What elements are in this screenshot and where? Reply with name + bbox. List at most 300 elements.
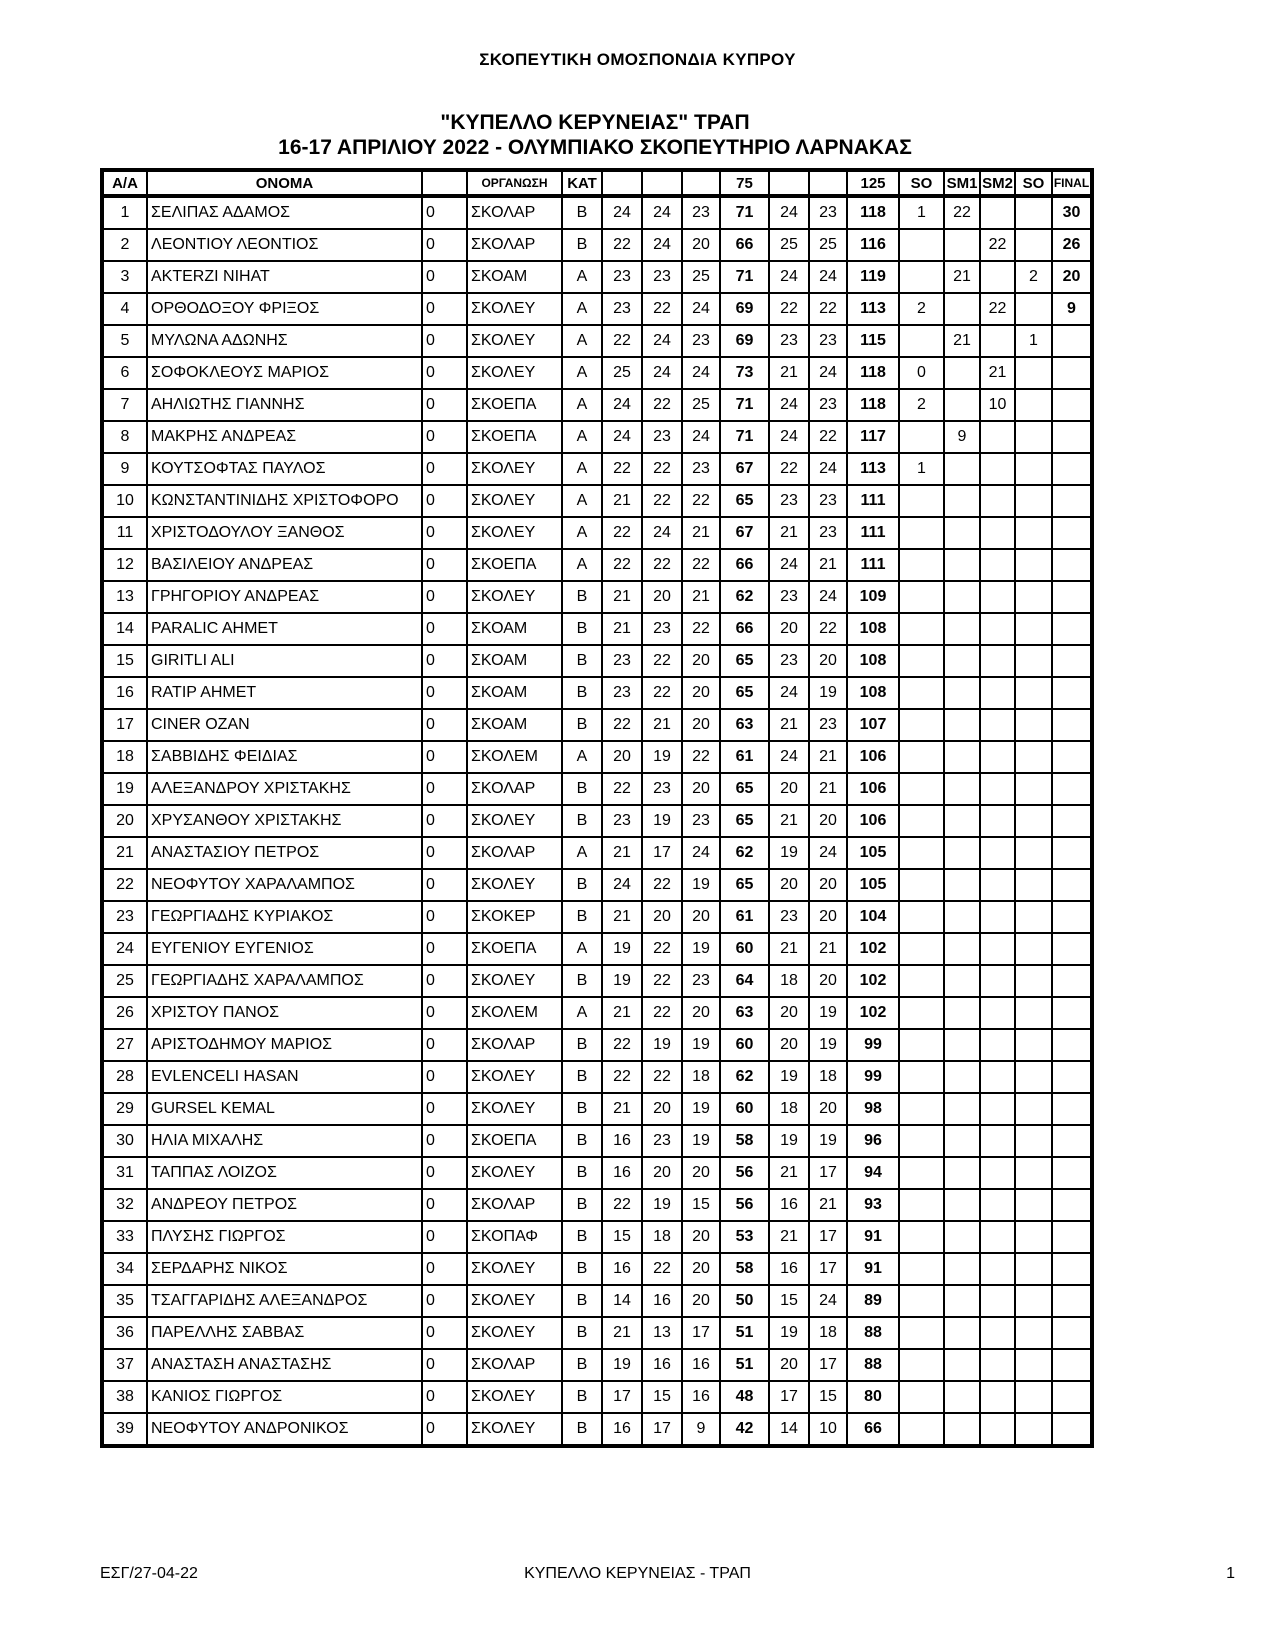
cell-shootoff2 <box>1015 1317 1052 1349</box>
cell-semifinal1 <box>944 997 980 1029</box>
cell-final <box>1052 901 1092 933</box>
cell-subtotal-75: 65 <box>720 805 769 837</box>
cell-club: ΣΚΟΛΕΥ <box>467 1413 562 1446</box>
header-col-final: FINAL <box>1052 170 1092 196</box>
cell-series5: 25 <box>809 229 847 261</box>
cell-aa: 18 <box>102 741 147 773</box>
cell-subtotal-75: 50 <box>720 1285 769 1317</box>
cell-subtotal-75: 63 <box>720 997 769 1029</box>
cell-aa: 12 <box>102 549 147 581</box>
cell-semifinal1 <box>944 1349 980 1381</box>
cell-semifinal2 <box>980 997 1015 1029</box>
cell-series2: 17 <box>642 1413 682 1446</box>
cell-total-125: 105 <box>847 869 899 901</box>
cell-name: ΟΡΘΟΔΟΞΟΥ ΦΡΙΞΟΣ <box>147 293 422 325</box>
table-row <box>102 773 1092 805</box>
cell-total-125: 109 <box>847 581 899 613</box>
cell-shootoff2 <box>1015 965 1052 997</box>
cell-series1: 23 <box>602 805 642 837</box>
cell-name: ΑΛΕΞΑΝΔΡΟΥ ΧΡΙΣΤΑΚΗΣ <box>147 773 422 805</box>
cell-name: ΑΝΑΣΤΑΣΙΟΥ ΠΕΤΡΟΣ <box>147 837 422 869</box>
cell-semifinal1 <box>944 677 980 709</box>
cell-total-125: 108 <box>847 645 899 677</box>
cell-final <box>1052 1253 1092 1285</box>
cell-category: Β <box>562 645 602 677</box>
cell-series4: 22 <box>769 293 809 325</box>
cell-semifinal2 <box>980 421 1015 453</box>
cell-shootoff2 <box>1015 1093 1052 1125</box>
cell-series1: 22 <box>602 1029 642 1061</box>
cell-shootoff2 <box>1015 293 1052 325</box>
cell-blank: 0 <box>422 261 467 293</box>
table-row <box>102 357 1092 389</box>
cell-category: Β <box>562 1349 602 1381</box>
cell-series1: 25 <box>602 357 642 389</box>
cell-category: Β <box>562 1381 602 1413</box>
cell-blank: 0 <box>422 805 467 837</box>
table-row <box>102 901 1092 933</box>
cell-semifinal1: 21 <box>944 325 980 357</box>
cell-shootoff: 1 <box>899 196 944 229</box>
table-row <box>102 1061 1092 1093</box>
cell-name: ΚΩΝΣΤΑΝΤΙΝΙΔΗΣ ΧΡΙΣΤΟΦΟΡΟ <box>147 485 422 517</box>
cell-shootoff2 <box>1015 1349 1052 1381</box>
cell-blank: 0 <box>422 645 467 677</box>
cell-semifinal2 <box>980 709 1015 741</box>
cell-series2: 22 <box>642 549 682 581</box>
cell-aa: 6 <box>102 357 147 389</box>
cell-semifinal1 <box>944 933 980 965</box>
cell-shootoff: 1 <box>899 453 944 485</box>
cell-subtotal-75: 62 <box>720 837 769 869</box>
cell-club: ΣΚΟΛΕΥ <box>467 1381 562 1413</box>
cell-series2: 23 <box>642 421 682 453</box>
cell-total-125: 80 <box>847 1381 899 1413</box>
table-row <box>102 933 1092 965</box>
cell-shootoff <box>899 613 944 645</box>
table-row <box>102 997 1092 1029</box>
table-row <box>102 1189 1092 1221</box>
cell-shootoff2 <box>1015 1189 1052 1221</box>
cell-series4: 17 <box>769 1381 809 1413</box>
cell-series1: 23 <box>602 261 642 293</box>
cell-total-125: 111 <box>847 517 899 549</box>
cell-semifinal2 <box>980 901 1015 933</box>
cell-series2: 17 <box>642 837 682 869</box>
cell-subtotal-75: 73 <box>720 357 769 389</box>
cell-series1: 24 <box>602 196 642 229</box>
cell-semifinal1 <box>944 645 980 677</box>
table-row <box>102 453 1092 485</box>
cell-blank: 0 <box>422 1061 467 1093</box>
cell-shootoff2 <box>1015 1061 1052 1093</box>
table-row <box>102 581 1092 613</box>
cell-name: ΣΟΦΟΚΛΕΟΥΣ ΜΑΡΙΟΣ <box>147 357 422 389</box>
cell-semifinal1 <box>944 581 980 613</box>
cell-semifinal2 <box>980 645 1015 677</box>
cell-series2: 18 <box>642 1221 682 1253</box>
cell-category: Β <box>562 1285 602 1317</box>
cell-semifinal2 <box>980 741 1015 773</box>
cell-shootoff2 <box>1015 1381 1052 1413</box>
cell-series2: 24 <box>642 229 682 261</box>
cell-subtotal-75: 58 <box>720 1253 769 1285</box>
cell-series2: 22 <box>642 485 682 517</box>
cell-series3: 18 <box>682 1061 720 1093</box>
cell-total-125: 91 <box>847 1253 899 1285</box>
cell-category: Β <box>562 1221 602 1253</box>
cell-semifinal1: 21 <box>944 261 980 293</box>
cell-category: Β <box>562 1413 602 1446</box>
cell-club: ΣΚΟΛΑΡ <box>467 1349 562 1381</box>
cell-series5: 18 <box>809 1317 847 1349</box>
cell-name: ΓΕΩΡΓΙΑΔΗΣ ΧΑΡΑΛΑΜΠΟΣ <box>147 965 422 997</box>
cell-series2: 24 <box>642 517 682 549</box>
cell-series3: 21 <box>682 581 720 613</box>
cell-name: ΠΑΡΕΛΛΗΣ ΣΑΒΒΑΣ <box>147 1317 422 1349</box>
cell-final <box>1052 453 1092 485</box>
cell-semifinal2 <box>980 805 1015 837</box>
cell-series3: 9 <box>682 1413 720 1446</box>
cell-total-125: 104 <box>847 901 899 933</box>
cell-series2: 20 <box>642 1157 682 1189</box>
cell-final <box>1052 1413 1092 1446</box>
cell-series2: 22 <box>642 645 682 677</box>
cell-shootoff2 <box>1015 837 1052 869</box>
cell-blank: 0 <box>422 677 467 709</box>
cell-series4: 20 <box>769 613 809 645</box>
cell-series2: 22 <box>642 389 682 421</box>
table-row <box>102 1381 1092 1413</box>
cell-category: Β <box>562 613 602 645</box>
cell-series2: 24 <box>642 196 682 229</box>
table-row <box>102 741 1092 773</box>
cell-final: 26 <box>1052 229 1092 261</box>
cell-semifinal2 <box>980 196 1015 229</box>
cell-club: ΣΚΟΛΑΡ <box>467 196 562 229</box>
cell-aa: 24 <box>102 933 147 965</box>
cell-name: GIRITLI ALI <box>147 645 422 677</box>
cell-blank: 0 <box>422 1221 467 1253</box>
cell-name: ΝΕΟΦΥΤΟΥ ΑΝΔΡΟΝΙΚΟΣ <box>147 1413 422 1446</box>
table-row <box>102 965 1092 997</box>
cell-blank: 0 <box>422 293 467 325</box>
cell-blank: 0 <box>422 196 467 229</box>
header-row <box>102 170 1092 196</box>
table-row <box>102 293 1092 325</box>
cell-series1: 19 <box>602 1349 642 1381</box>
cell-series5: 24 <box>809 261 847 293</box>
cell-series3: 23 <box>682 965 720 997</box>
cell-series1: 23 <box>602 293 642 325</box>
cell-total-125: 106 <box>847 805 899 837</box>
cell-shootoff <box>899 837 944 869</box>
cell-total-125: 102 <box>847 997 899 1029</box>
cell-final <box>1052 549 1092 581</box>
header-col-series2 <box>642 170 682 196</box>
cell-semifinal1 <box>944 229 980 261</box>
cell-series4: 20 <box>769 997 809 1029</box>
cell-series4: 24 <box>769 421 809 453</box>
cell-club: ΣΚΟΛΕΜ <box>467 997 562 1029</box>
cell-series2: 16 <box>642 1349 682 1381</box>
cell-series3: 20 <box>682 229 720 261</box>
cell-final: 20 <box>1052 261 1092 293</box>
cell-subtotal-75: 65 <box>720 869 769 901</box>
cell-total-125: 111 <box>847 485 899 517</box>
cell-name: EVLENCELI HASAN <box>147 1061 422 1093</box>
cell-name: ΤΑΠΠΑΣ ΛΟΙΖΟΣ <box>147 1157 422 1189</box>
cell-shootoff <box>899 933 944 965</box>
cell-shootoff <box>899 677 944 709</box>
cell-total-125: 94 <box>847 1157 899 1189</box>
cell-subtotal-75: 53 <box>720 1221 769 1253</box>
cell-final <box>1052 421 1092 453</box>
cell-category: Β <box>562 1061 602 1093</box>
table-row <box>102 389 1092 421</box>
cell-series1: 19 <box>602 933 642 965</box>
cell-aa: 16 <box>102 677 147 709</box>
cell-blank: 0 <box>422 741 467 773</box>
cell-category: Β <box>562 1093 602 1125</box>
cell-semifinal1 <box>944 613 980 645</box>
cell-series5: 22 <box>809 421 847 453</box>
cell-series2: 13 <box>642 1317 682 1349</box>
cell-series5: 24 <box>809 453 847 485</box>
cell-series1: 21 <box>602 1093 642 1125</box>
cell-series5: 24 <box>809 1285 847 1317</box>
cell-semifinal1 <box>944 741 980 773</box>
cell-name: ΑΡΙΣΤΟΔΗΜΟΥ ΜΑΡΙΟΣ <box>147 1029 422 1061</box>
cell-blank: 0 <box>422 1413 467 1446</box>
cell-subtotal-75: 71 <box>720 261 769 293</box>
table-row <box>102 1413 1092 1446</box>
cell-total-125: 115 <box>847 325 899 357</box>
cell-series4: 16 <box>769 1189 809 1221</box>
cell-name: ΧΡΙΣΤΟΔΟΥΛΟΥ ΞΑΝΘΟΣ <box>147 517 422 549</box>
cell-series1: 22 <box>602 453 642 485</box>
cell-semifinal1 <box>944 1285 980 1317</box>
cell-final <box>1052 1317 1092 1349</box>
organization-name: ΣΚΟΠΕΥΤΙΚΗ ΟΜΟΣΠΟΝΔΙΑ ΚΥΠΡΟΥ <box>479 50 796 69</box>
cell-shootoff2 <box>1015 196 1052 229</box>
cell-blank: 0 <box>422 229 467 261</box>
cell-shootoff <box>899 1093 944 1125</box>
cell-subtotal-75: 48 <box>720 1381 769 1413</box>
cell-blank: 0 <box>422 1189 467 1221</box>
cell-aa: 13 <box>102 581 147 613</box>
table-row <box>102 1093 1092 1125</box>
cell-semifinal1 <box>944 1317 980 1349</box>
cell-semifinal2 <box>980 933 1015 965</box>
cell-semifinal1 <box>944 965 980 997</box>
cell-subtotal-75: 61 <box>720 901 769 933</box>
cell-series2: 24 <box>642 357 682 389</box>
table-row <box>102 1029 1092 1061</box>
cell-semifinal1: 9 <box>944 421 980 453</box>
cell-category: Β <box>562 677 602 709</box>
cell-semifinal2 <box>980 773 1015 805</box>
cell-series3: 22 <box>682 549 720 581</box>
cell-series5: 21 <box>809 773 847 805</box>
cell-semifinal2 <box>980 965 1015 997</box>
cell-category: Β <box>562 229 602 261</box>
cell-series5: 23 <box>809 389 847 421</box>
cell-shootoff: 0 <box>899 357 944 389</box>
cell-final <box>1052 677 1092 709</box>
cell-series3: 20 <box>682 1157 720 1189</box>
cell-final <box>1052 933 1092 965</box>
cell-shootoff <box>899 645 944 677</box>
cell-shootoff2 <box>1015 1221 1052 1253</box>
table-row <box>102 1349 1092 1381</box>
cell-series5: 19 <box>809 1029 847 1061</box>
cell-club: ΣΚΟΛΕΥ <box>467 1093 562 1125</box>
cell-blank: 0 <box>422 581 467 613</box>
cell-blank: 0 <box>422 901 467 933</box>
cell-series2: 22 <box>642 453 682 485</box>
table-row <box>102 1285 1092 1317</box>
cell-final <box>1052 773 1092 805</box>
cell-subtotal-75: 71 <box>720 196 769 229</box>
cell-series4: 21 <box>769 1157 809 1189</box>
cell-series4: 19 <box>769 1125 809 1157</box>
cell-semifinal1 <box>944 1125 980 1157</box>
cell-series5: 20 <box>809 965 847 997</box>
cell-aa: 17 <box>102 709 147 741</box>
cell-name: ΒΑΣΙΛΕΙΟΥ ΑΝΔΡΕΑΣ <box>147 549 422 581</box>
cell-shootoff <box>899 485 944 517</box>
cell-final <box>1052 325 1092 357</box>
table-row <box>102 1253 1092 1285</box>
cell-category: Β <box>562 1125 602 1157</box>
cell-series1: 22 <box>602 517 642 549</box>
cell-semifinal2 <box>980 1381 1015 1413</box>
cell-club: ΣΚΟΠΑΦ <box>467 1221 562 1253</box>
cell-shootoff2 <box>1015 453 1052 485</box>
header-col-series3 <box>682 170 720 196</box>
cell-category: Α <box>562 933 602 965</box>
header-col-blank <box>422 170 467 196</box>
cell-shootoff2 <box>1015 613 1052 645</box>
cell-final <box>1052 837 1092 869</box>
cell-shootoff <box>899 901 944 933</box>
cell-shootoff <box>899 1157 944 1189</box>
header-col-category: ΚΑΤ <box>562 170 602 196</box>
cell-category: Β <box>562 581 602 613</box>
cell-subtotal-75: 65 <box>720 485 769 517</box>
cell-series4: 18 <box>769 965 809 997</box>
cell-semifinal2 <box>980 1317 1015 1349</box>
cell-final <box>1052 869 1092 901</box>
cell-series2: 21 <box>642 709 682 741</box>
cell-category: Β <box>562 709 602 741</box>
cell-semifinal1 <box>944 1221 980 1253</box>
cell-final <box>1052 1285 1092 1317</box>
cell-aa: 27 <box>102 1029 147 1061</box>
cell-series5: 17 <box>809 1253 847 1285</box>
cell-semifinal1 <box>944 901 980 933</box>
cell-series3: 24 <box>682 293 720 325</box>
cell-blank: 0 <box>422 421 467 453</box>
cell-shootoff2 <box>1015 1253 1052 1285</box>
cell-series5: 20 <box>809 805 847 837</box>
cell-shootoff <box>899 581 944 613</box>
cell-shootoff2 <box>1015 773 1052 805</box>
cell-series5: 18 <box>809 1061 847 1093</box>
cell-semifinal2 <box>980 1157 1015 1189</box>
cell-shootoff2 <box>1015 933 1052 965</box>
cell-club: ΣΚΟΕΠΑ <box>467 1125 562 1157</box>
cell-club: ΣΚΟΛΕΥ <box>467 1253 562 1285</box>
cell-name: ΜΑΚΡΗΣ ΑΝΔΡΕΑΣ <box>147 421 422 453</box>
cell-series2: 20 <box>642 1093 682 1125</box>
cell-series5: 21 <box>809 741 847 773</box>
cell-series5: 19 <box>809 677 847 709</box>
cell-shootoff2 <box>1015 901 1052 933</box>
cell-semifinal2 <box>980 581 1015 613</box>
cell-semifinal2 <box>980 485 1015 517</box>
cell-name: AKTERZI NIHAT <box>147 261 422 293</box>
cell-aa: 11 <box>102 517 147 549</box>
cell-series2: 22 <box>642 1061 682 1093</box>
cell-blank: 0 <box>422 709 467 741</box>
cell-series4: 18 <box>769 1093 809 1125</box>
cell-club: ΣΚΟΛΕΜ <box>467 741 562 773</box>
cell-subtotal-75: 65 <box>720 677 769 709</box>
cell-club: ΣΚΟΛΑΡ <box>467 773 562 805</box>
cell-series3: 15 <box>682 1189 720 1221</box>
cell-series4: 19 <box>769 1061 809 1093</box>
results-body <box>102 196 1092 1446</box>
cell-series1: 16 <box>602 1413 642 1446</box>
cell-final <box>1052 645 1092 677</box>
cell-series4: 21 <box>769 933 809 965</box>
cell-final <box>1052 1349 1092 1381</box>
cell-aa: 32 <box>102 1189 147 1221</box>
cell-series5: 23 <box>809 325 847 357</box>
cell-club: ΣΚΟΛΑΡ <box>467 1189 562 1221</box>
cell-series1: 24 <box>602 421 642 453</box>
cell-series4: 21 <box>769 517 809 549</box>
cell-name: ΚΟΥΤΣΟΦΤΑΣ ΠΑΥΛΟΣ <box>147 453 422 485</box>
cell-category: Α <box>562 549 602 581</box>
cell-name: ΚΑΝΙΟΣ ΓΙΩΡΓΟΣ <box>147 1381 422 1413</box>
cell-category: Β <box>562 1189 602 1221</box>
cell-total-125: 96 <box>847 1125 899 1157</box>
cell-total-125: 88 <box>847 1317 899 1349</box>
cell-semifinal2 <box>980 1061 1015 1093</box>
cell-club: ΣΚΟΚΕΡ <box>467 901 562 933</box>
cell-series1: 22 <box>602 1061 642 1093</box>
cell-total-125: 108 <box>847 677 899 709</box>
table-row <box>102 549 1092 581</box>
cell-aa: 5 <box>102 325 147 357</box>
cell-club: ΣΚΟΕΠΑ <box>467 389 562 421</box>
cell-final <box>1052 1093 1092 1125</box>
cell-series5: 24 <box>809 581 847 613</box>
cell-series4: 24 <box>769 261 809 293</box>
cell-semifinal1 <box>944 1029 980 1061</box>
cell-semifinal2 <box>980 325 1015 357</box>
cell-shootoff2 <box>1015 741 1052 773</box>
table-row <box>102 485 1092 517</box>
cell-semifinal1 <box>944 293 980 325</box>
cell-total-125: 118 <box>847 196 899 229</box>
cell-aa: 3 <box>102 261 147 293</box>
cell-series2: 23 <box>642 1125 682 1157</box>
cell-series2: 22 <box>642 869 682 901</box>
